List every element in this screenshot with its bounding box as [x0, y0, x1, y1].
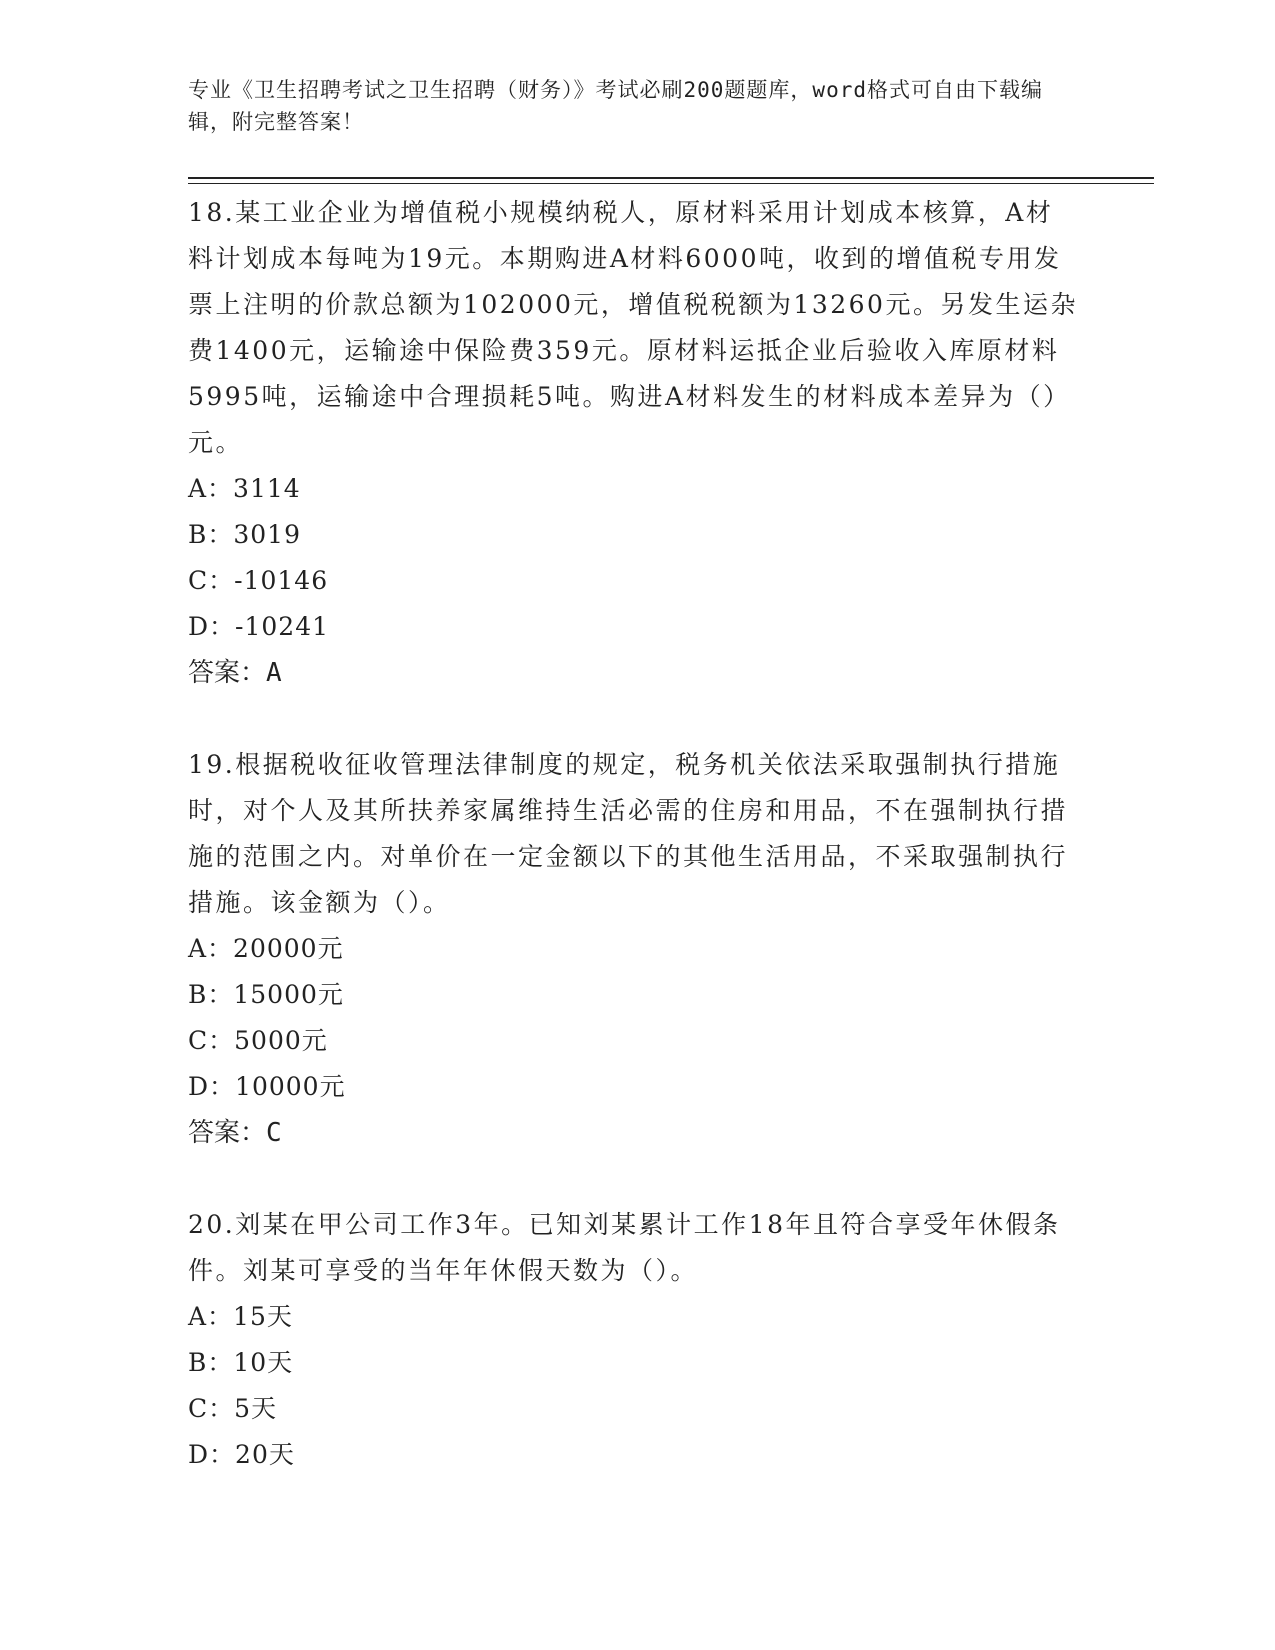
option-a: A：15天: [188, 1302, 293, 1331]
question-text: 19.根据税收征收管理法律制度的规定，税务机关依法采取强制执行措施时，对个人及其所扶养家属维持生活必需的住房和用品，不在强制执行措施的范围之内。对单价在一定金额以下的其他生活用品，不采取强制执行措施。该金额为（）。: [188, 750, 1069, 917]
option-c: C：-10146: [188, 566, 329, 595]
document-header: 专业《卫生招聘考试之卫生招聘（财务）》考试必刷200题题库，word格式可自由下载编辑，附完整答案！: [188, 78, 1043, 134]
question-20: [188, 1202, 1078, 1478]
answer-label: 答案：A: [188, 658, 282, 688]
question-18: [188, 190, 1078, 696]
option-d: D：20天: [188, 1440, 295, 1469]
header-rule-thin: [188, 183, 1154, 184]
question-text: 20.刘某在甲公司工作3年。已知刘某累计工作18年且符合享受年休假条件。刘某可享受的当年年休假天数为（）。: [188, 1210, 1061, 1285]
option-c: C：5天: [188, 1394, 278, 1423]
option-a: A：20000元: [188, 934, 344, 963]
question-list: [188, 190, 1078, 1478]
option-d: D：10000元: [188, 1072, 346, 1101]
option-d: D：-10241: [188, 612, 330, 641]
option-b: B：3019: [188, 520, 301, 549]
option-c: C：5000元: [188, 1026, 328, 1055]
option-b: B：15000元: [188, 980, 344, 1009]
header-rule-thick: [188, 177, 1154, 179]
option-a: A：3114: [188, 474, 301, 503]
option-b: B：10天: [188, 1348, 294, 1377]
question-19: [188, 742, 1078, 1156]
question-spacer: [188, 696, 1078, 742]
question-spacer: [188, 1156, 1078, 1202]
answer-label: 答案：C: [188, 1118, 282, 1148]
question-text: 18.某工业企业为增值税小规模纳税人，原材料采用计划成本核算，A材料计划成本每吨为19元。本期购进A材料6000吨，收到的增值税专用发票上注明的价款总额为102000元，增值税税额为13260元。另发生运杂费1400元，运输途中保险费359元。原材料运抵企业后验收入库原材料5995吨，运输途中合理损耗5吨。购进A材料发生的材料成本差异为（）元。: [188, 198, 1078, 457]
